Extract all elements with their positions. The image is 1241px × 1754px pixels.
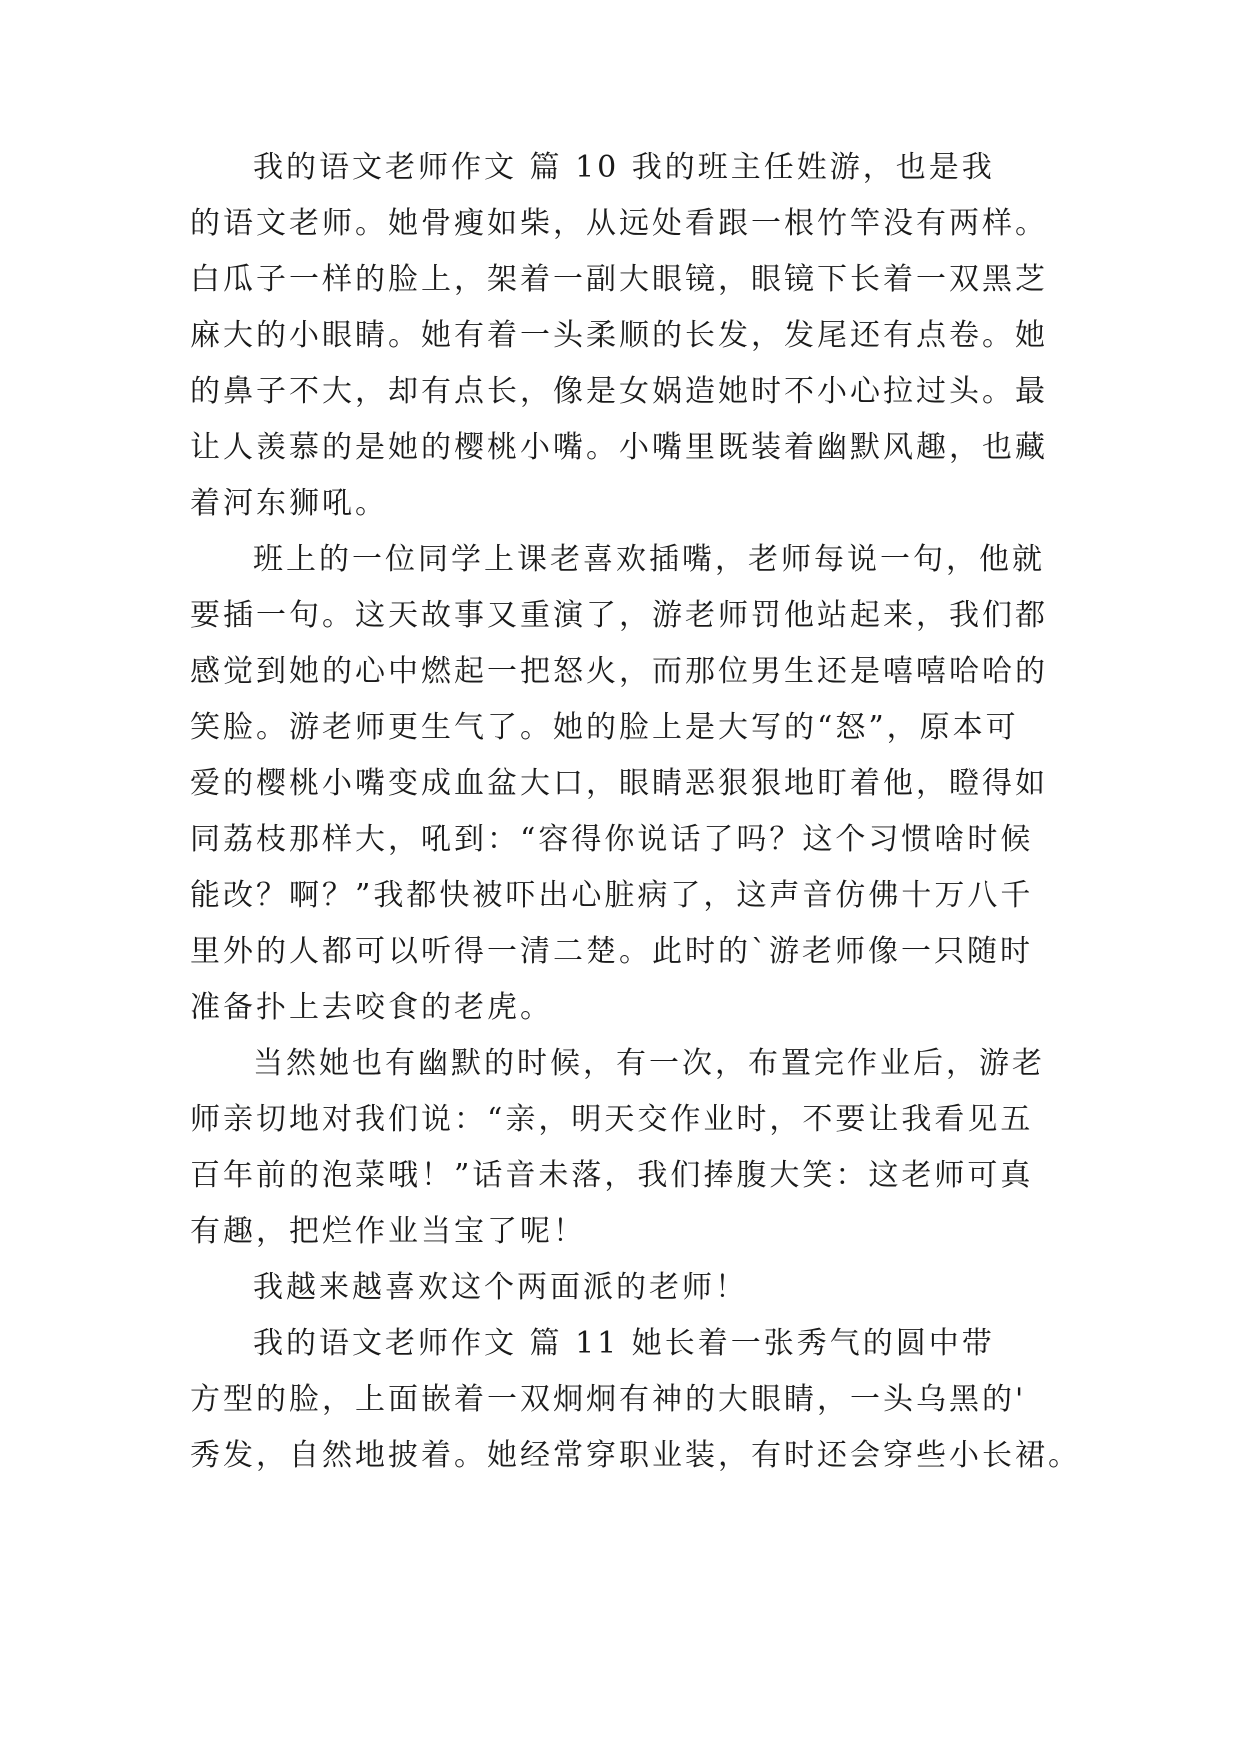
text-line-24: 秀发，自然地披着。她经常穿职业装，有时还会穿些小长裙。	[190, 1438, 1081, 1473]
text-line-19: 百年前的泡菜哦！”话音未落，我们捧腹大笑：这老师可真	[190, 1158, 1034, 1193]
text-line-9: 要插一句。这天故事又重演了，游老师罚他站起来，我们都	[190, 598, 1048, 633]
text-line-1: 我的语文老师作文 篇 10 我的班主任姓游，也是我	[253, 150, 995, 185]
text-line-7: 着河东狮吼。	[190, 486, 388, 521]
text-line-5: 的鼻子不大，却有点长，像是女娲造她时不小心拉过头。最	[190, 374, 1048, 409]
text-line-13: 同荔枝那样大，吼到：“容得你说话了吗？这个习惯啥时候	[190, 822, 1034, 857]
text-line-17: 当然她也有幽默的时候，有一次，布置完作业后，游老	[253, 1046, 1045, 1081]
text-line-3: 白瓜子一样的脸上，架着一副大眼镜，眼镜下长着一双黑芝	[190, 262, 1048, 297]
text-line-4: 麻大的小眼睛。她有着一头柔顺的长发，发尾还有点卷。她	[190, 318, 1048, 353]
text-line-2: 的语文老师。她骨瘦如柴，从远处看跟一根竹竿没有两样。	[190, 206, 1048, 241]
text-line-20: 有趣，把烂作业当宝了呢！	[190, 1214, 586, 1249]
text-line-16: 准备扑上去咬食的老虎。	[190, 990, 553, 1025]
text-line-15: 里外的人都可以听得一清二楚。此时的`游老师像一只随时	[190, 934, 1033, 969]
text-line-10: 感觉到她的心中燃起一把怒火，而那位男生还是嘻嘻哈哈的	[190, 654, 1048, 689]
text-line-8: 班上的一位同学上课老喜欢插嘴，老师每说一句，他就	[253, 542, 1045, 577]
text-line-22: 我的语文老师作文 篇 11 她长着一张秀气的圆中带	[253, 1326, 995, 1361]
text-line-18: 师亲切地对我们说：“亲，明天交作业时，不要让我看见五	[190, 1102, 1034, 1137]
text-line-14: 能改？啊？”我都快被吓出心脏病了，这声音仿佛十万八千	[190, 878, 1034, 913]
text-line-12: 爱的樱桃小嘴变成血盆大口，眼睛恶狠狠地盯着他，瞪得如	[190, 766, 1048, 801]
text-line-11: 笑脸。游老师更生气了。她的脸上是大写的“怒”，原本可	[190, 710, 1019, 745]
text-line-6: 让人羡慕的是她的樱桃小嘴。小嘴里既装着幽默风趣，也藏	[190, 430, 1048, 465]
text-line-21: 我越来越喜欢这个两面派的老师！	[253, 1270, 748, 1305]
text-line-23: 方型的脸，上面嵌着一双炯炯有神的大眼睛，一头乌黑的'	[190, 1382, 1027, 1417]
